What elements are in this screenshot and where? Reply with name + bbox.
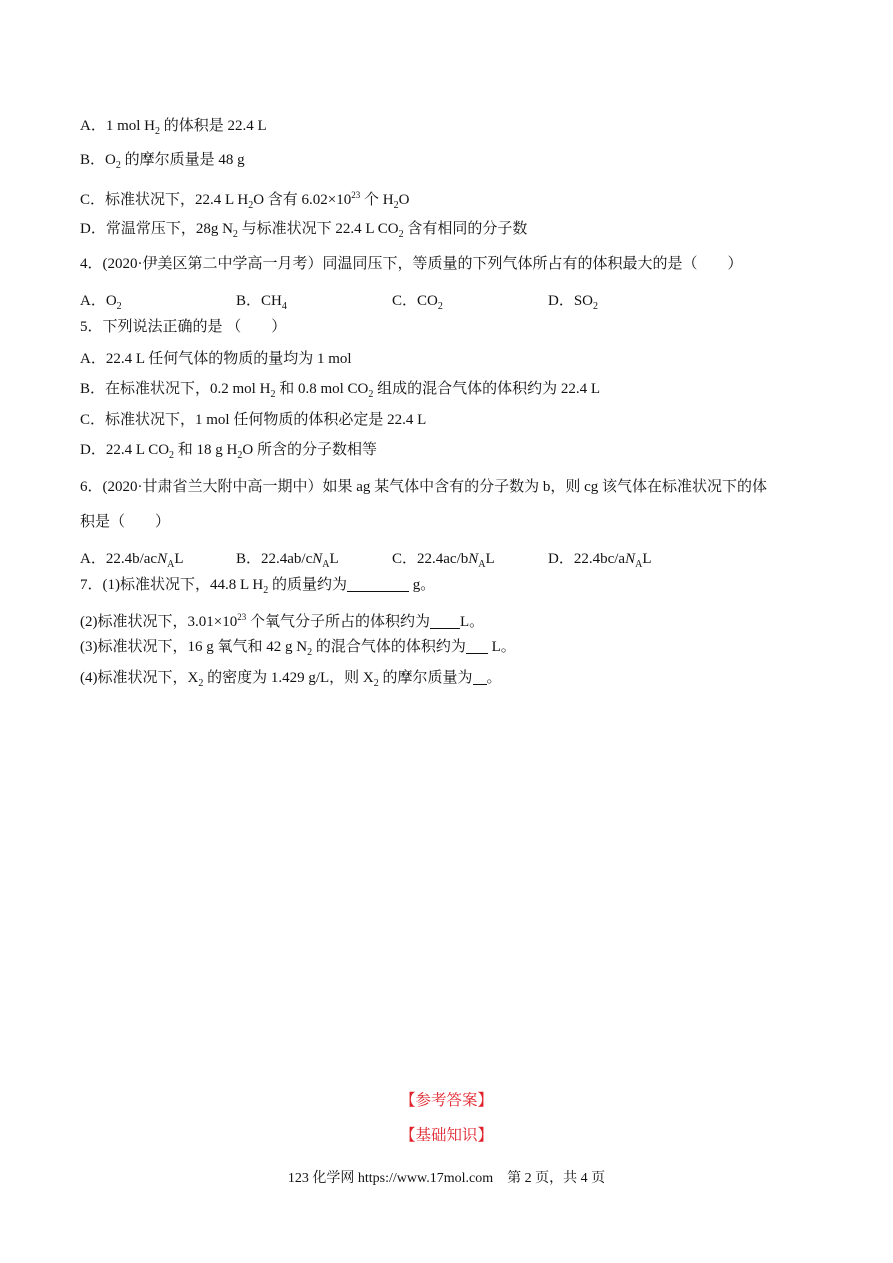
q6-option-a: A．22.4b/acN$_A$L <box>80 551 184 570</box>
q6-stem-line1: 6．(2020·甘肃省兰大附中高一期中）如果 ag 某气体中含有的分子数为 b，则 cg 该气体在标准状况下的体 <box>80 479 768 495</box>
answer-blank <box>347 577 409 592</box>
section-heading: 【基础知识】 <box>399 1127 493 1144</box>
answer-blank <box>466 639 488 654</box>
q4-option-d: D．$SO_2$ <box>548 293 599 312</box>
q6-option-c: C．$22.4ac/bN_AL$ <box>392 551 495 570</box>
q4-stem: 4．(2020·伊美区第二中学高一月考）同温同压下，等质量的下列气体所占有的体积最大的是（ ） <box>80 256 743 272</box>
q7-part3: (3)标准状况下，16 g 氧气和 42 g $N_2$ 的混合气体的体积约为 L。 <box>80 639 516 658</box>
answer-blank <box>430 614 460 629</box>
q4-option-c: C．$CO_2$ <box>392 293 443 312</box>
q6-stem-line2: 积是（ ） <box>80 514 171 530</box>
q5-option-b: B．在标准状况下，0.2 mol $H_2$ 和 0.8 mol $CO_2$ 组成的混合气体的体积约为 22.4 L <box>80 381 601 400</box>
q7-part1: 7．(1)标准状况下，44.8 L $H_2$ 的质量约为 g。 <box>80 577 436 596</box>
answer-blank <box>473 670 487 685</box>
q5-stem: 5．下列说法正确的是 （ ） <box>80 319 287 335</box>
q3-option-c: C．标准状况下，22.4 L $H_2O$ 含有 $6.02\times 10^{23}$ 个 $H_2O$ <box>80 190 410 211</box>
q7-part2: (2)标准状况下，$3.01\times 10^{23}$ 个氧气分子所占的体积约为 L。 <box>80 612 485 630</box>
q5-option-a: A．22.4 L 任何气体的物质的量均为 1 mol <box>80 351 352 367</box>
q5-option-d: D．22.4 L $CO_2$ 和 18 g $H_2O$ 所含的分子数相等 <box>80 442 377 461</box>
q5-option-c: C．标准状况下，1 mol 任何物质的体积必定是 22.4 L <box>80 412 427 428</box>
q6-option-b: B．$22.4ab/cN_AL$ <box>236 551 339 570</box>
q3-option-d: D．常温常压下，28g $N_2$ 与标准状况下 22.4 L $CO_2$ 含有相同的分子数 <box>80 221 528 240</box>
q3-option-a: A．1 mol $H_2$ 的体积是 22.4 L <box>80 118 267 137</box>
q4-option-a: A．$O_2$ <box>80 293 122 312</box>
answer-heading: 【参考答案】 <box>399 1092 493 1109</box>
page-footer: 123 化学网 https://www.17mol.com 第 2 页，共 4 页 <box>287 1171 606 1186</box>
q6-option-d: D．$22.4bc/aN_AL$ <box>548 551 652 570</box>
q7-part4: (4)标准状况下，$X_2$ 的密度为 1.429 g/L，则 $X_2$ 的摩尔质量为 。 <box>80 670 502 689</box>
q3-option-b: B．$O_2$ 的摩尔质量是 48 g <box>80 152 245 171</box>
q4-option-b: B．$CH_4$ <box>236 293 287 312</box>
